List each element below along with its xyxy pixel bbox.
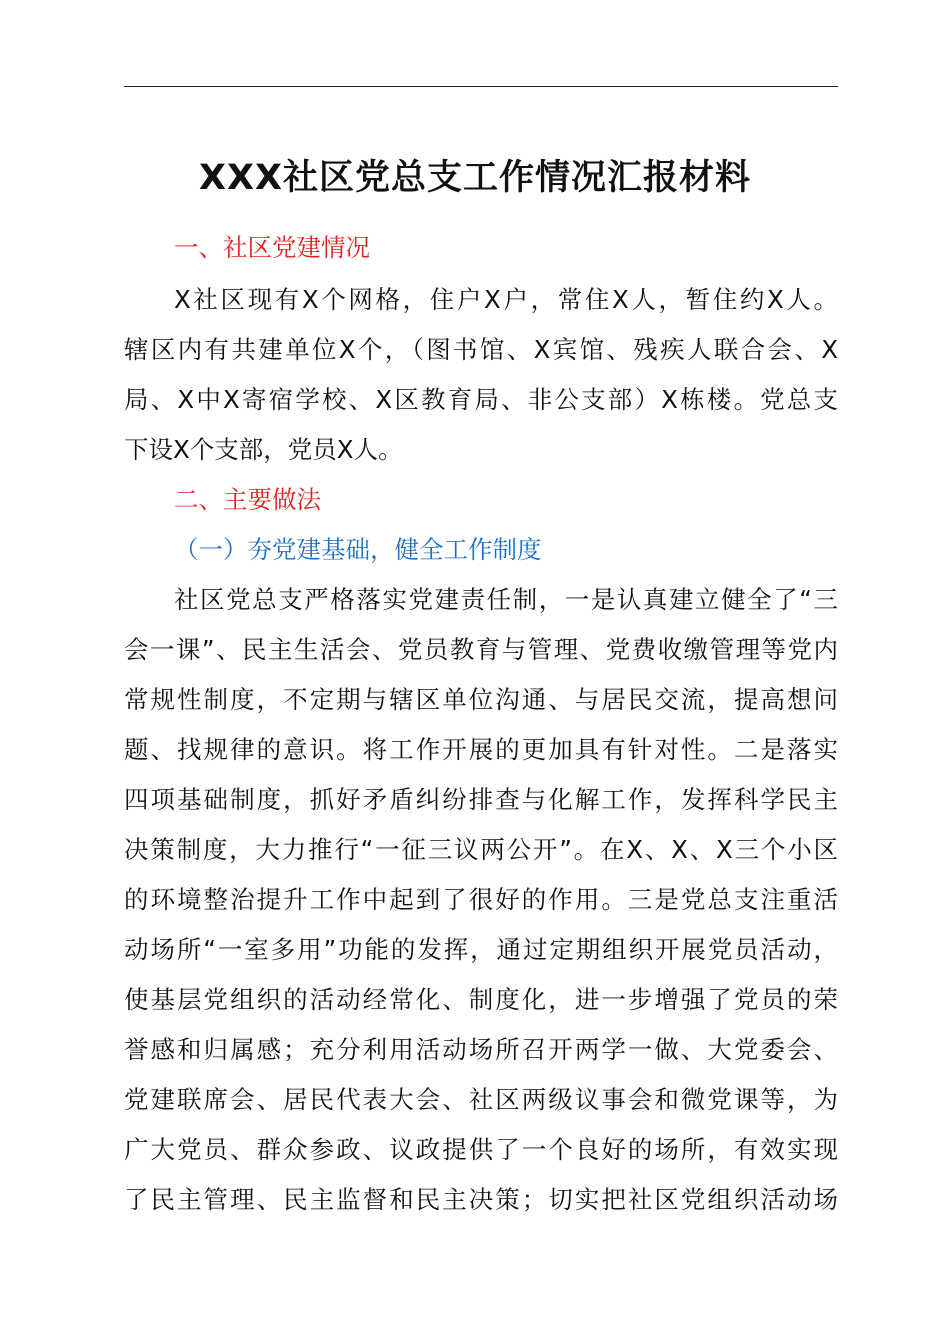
paragraph-line: 了民主管理、民主监督和民主决策；切实把社区党组织活动场 — [124, 1185, 838, 1214]
document-title: XXX社区党总支工作情况汇报材料 — [199, 158, 751, 198]
paragraph-line: 下设X个支部，党员X人。 — [124, 435, 403, 464]
paragraph-line: 常规性制度，不定期与辖区单位沟通、与居民交流，提高想问 — [124, 685, 838, 714]
header-rule — [124, 86, 838, 87]
paragraph-line: 四项基础制度，抓好矛盾纠纷排查与化解工作，发挥科学民主 — [124, 785, 838, 814]
paragraph-line: 动场所“一室多用”功能的发挥，通过定期组织开展党员活动， — [124, 935, 838, 964]
section-heading-party-building: 一、社区党建情况 — [174, 233, 370, 262]
paragraph-line: 辖区内有共建单位X个，（图书馆、X宾馆、残疾人联合会、X — [124, 335, 838, 364]
paragraph-line: 誉感和归属感；充分利用活动场所召开两学一做、大党委会、 — [124, 1035, 838, 1064]
paragraph-line: 题、找规律的意识。将工作开展的更加具有针对性。二是落实 — [124, 735, 838, 764]
paragraph-line: 使基层党组织的活动经常化、制度化，进一步增强了党员的荣 — [124, 985, 838, 1014]
paragraph-line: 会一课”、民主生活会、党员教育与管理、党费收缴管理等党内 — [124, 635, 838, 664]
paragraph-line: 社区党总支严格落实党建责任制，一是认真建立健全了“三 — [174, 585, 838, 614]
paragraph-line: 的环境整治提升工作中起到了很好的作用。三是党总支注重活 — [124, 885, 838, 914]
paragraph-line: 广大党员、群众参政、议政提供了一个良好的场所，有效实现 — [124, 1135, 838, 1164]
section-heading-main-practices: 二、主要做法 — [174, 485, 321, 514]
paragraph-line: 党建联席会、居民代表大会、社区两级议事会和微党课等，为 — [124, 1085, 838, 1114]
subsection-heading-foundation: （一）夯党建基础，健全工作制度 — [174, 535, 542, 564]
paragraph-line: 局、X中X寄宿学校、X区教育局、非公支部）X栋楼。党总支 — [124, 385, 838, 414]
paragraph-line: X社区现有X个网格，住户X户，常住X人，暂住约X人。 — [174, 285, 838, 314]
paragraph-line: 决策制度，大力推行“一征三议两公开”。在X、X、X三个小区 — [124, 835, 838, 864]
